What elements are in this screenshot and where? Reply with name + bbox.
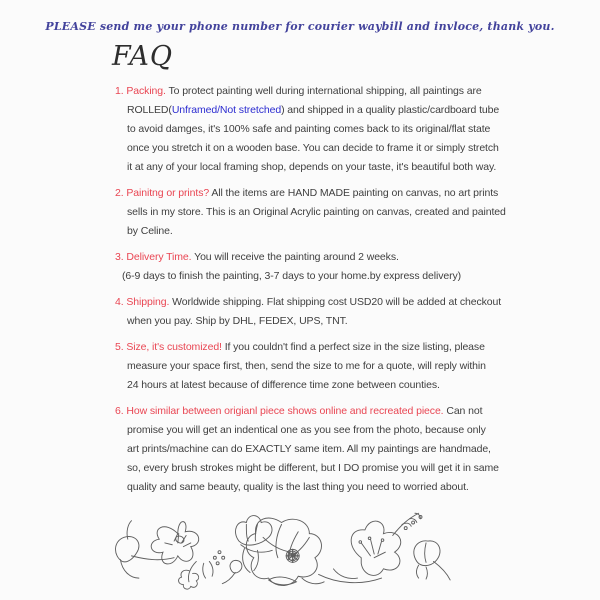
- faq-body-text: quality and same beauty, quality is the last thing you need to worried about.: [127, 481, 469, 493]
- phone-number-notice: PLEASE send me your phone number for courier waybill and invloce, thank you.: [45, 20, 555, 33]
- faq-item: [115, 82, 600, 177]
- faq-list: [115, 82, 600, 497]
- faq-body-text: measure your space first, then, send the size to me for a quote, will reply within: [127, 360, 486, 372]
- faq-line: [115, 357, 600, 376]
- faq-line: [115, 222, 600, 241]
- faq-line: [115, 82, 600, 101]
- faq-item-heading: 1. Packing.: [115, 85, 166, 97]
- faq-body-text: 24 hours at latest because of difference time zone between counties.: [127, 379, 440, 391]
- faq-body-text: (6-9 days to finish the painting, 3-7 days to your home.by express delivery): [122, 270, 462, 282]
- faq-item: [115, 184, 600, 241]
- faq-line: [115, 376, 600, 395]
- page-title: FAQ: [112, 41, 174, 72]
- faq-item: [115, 248, 600, 286]
- faq-body-text: it at any of your local framing shop, depends on your taste, it's beautiful both way.: [127, 161, 497, 173]
- faq-line: [115, 459, 600, 478]
- floral-sketch-illustration: [100, 504, 600, 597]
- faq-line: [115, 267, 600, 286]
- faq-body-text: by Celine.: [127, 225, 173, 237]
- faq-line: [115, 440, 600, 459]
- faq-line: [115, 478, 600, 497]
- faq-body-text: To protect painting well during international shipping, all paintings are: [165, 85, 482, 97]
- faq-body-text: ROLLED(: [127, 104, 172, 116]
- faq-line: [115, 203, 600, 222]
- faq-body-text: art prints/machine can do EXACTLY same item. All my paintings are handmade,: [127, 443, 491, 455]
- faq-item: [115, 402, 600, 497]
- faq-item-heading: 4. Shipping.: [115, 296, 170, 308]
- faq-line: [115, 101, 600, 120]
- faq-body-text: ) and shipped in a quality plastic/cardboard tube: [281, 104, 500, 116]
- faq-line: [115, 184, 600, 203]
- faq-line: [115, 338, 600, 357]
- faq-body-text: promise you will get an indentical one as you see from the photo, because only: [127, 424, 486, 436]
- floral-line-art-icon: [100, 504, 452, 592]
- faq-line: [115, 120, 600, 139]
- faq-item: [115, 338, 600, 395]
- faq-item-heading: 2. Painitng or prints?: [115, 187, 210, 199]
- faq-line: [115, 293, 600, 312]
- faq-line: [115, 312, 600, 331]
- faq-item: [115, 293, 600, 331]
- faq-line: [115, 421, 600, 440]
- faq-body-text: once you stretch it on a wooden base. You can decide to frame it or simply stretch: [127, 142, 499, 154]
- faq-body-text: You will receive the painting around 2 weeks.: [191, 251, 399, 263]
- faq-body-text: Can not: [443, 405, 483, 417]
- faq-body-text: so, every brush strokes might be different, but I DO promise you will get it in same: [127, 462, 499, 474]
- faq-body-text: to avoid damges, it's 100% safe and painting comes back to its original/flat state: [127, 123, 491, 135]
- faq-item-heading: 3. Delivery Time.: [115, 251, 192, 263]
- faq-line: [115, 158, 600, 177]
- faq-line: [115, 139, 600, 158]
- faq-item-heading: 5. Size, it's customized!: [115, 341, 222, 353]
- faq-line: [115, 402, 600, 421]
- faq-body-text: sells in my store. This is an Original Acrylic painting on canvas, created and painted: [127, 206, 506, 218]
- faq-body-text: when you pay. Ship by DHL, FEDEX, UPS, TNT.: [127, 315, 348, 327]
- faq-body-text: All the items are HAND MADE painting on canvas, no art prints: [209, 187, 499, 199]
- faq-line: [115, 248, 600, 267]
- faq-item-heading: 6. How similar between origianl piece shows online and recreated piece.: [115, 405, 444, 417]
- faq-body-text: Worldwide shipping. Flat shipping cost USD20 will be added at checkout: [169, 296, 502, 308]
- faq-highlight-text: Unframed/Not stretched: [171, 104, 282, 116]
- faq-body-text: If you couldn't find a perfect size in the size listing, please: [221, 341, 485, 353]
